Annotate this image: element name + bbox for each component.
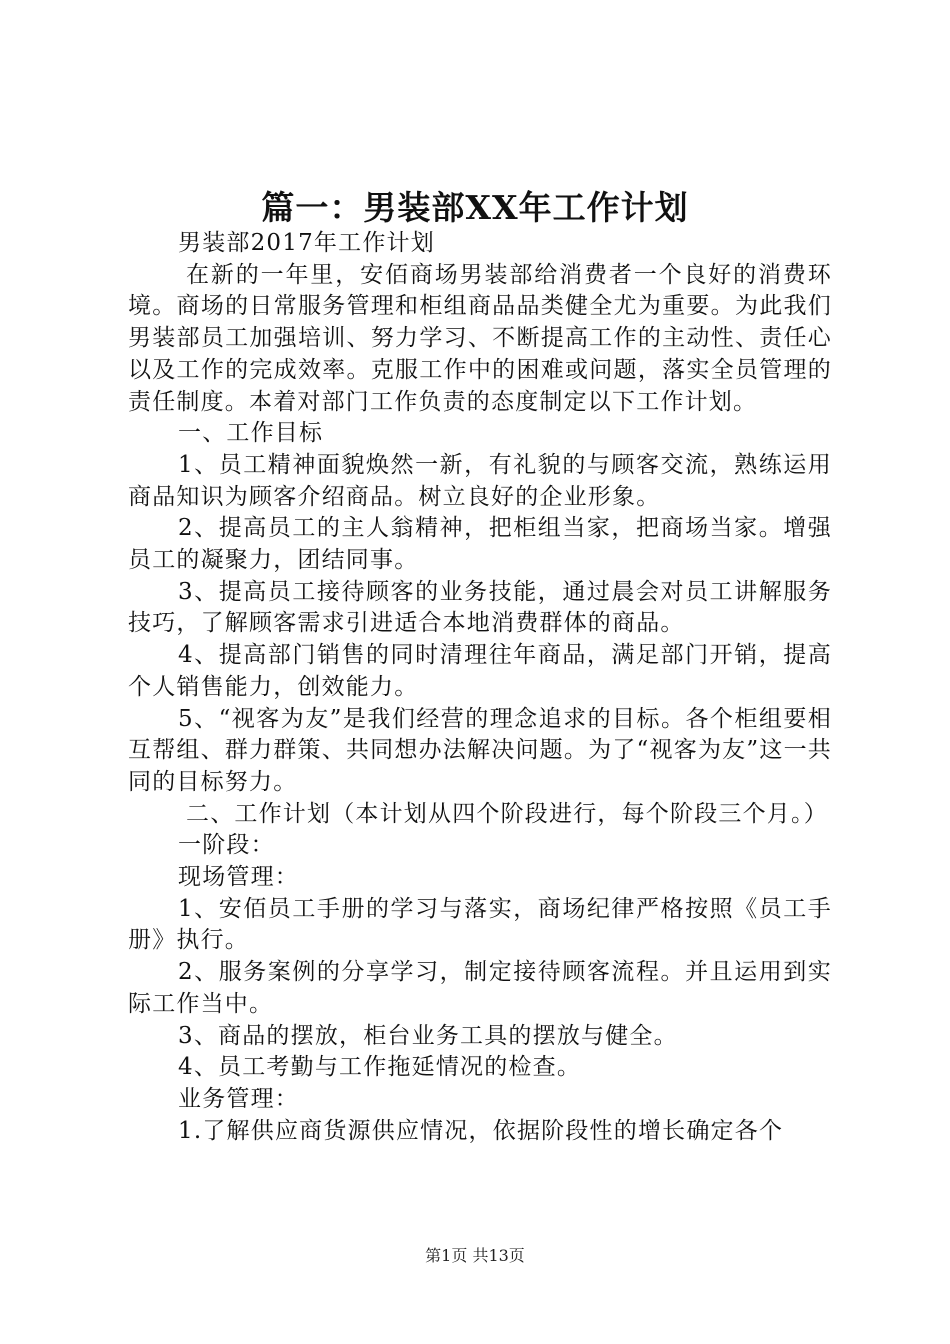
page-footer: 第1页 共13页 (425, 1246, 525, 1265)
paragraph-goal-3: 3、提高员工接待顾客的业务技能，通过晨会对员工讲解服务技巧，了解顾客需求引进适合本地消费群体的商品。 (128, 578, 832, 637)
paragraph-intro: 在新的一年里，安佰商场男装部给消费者一个良好的消费环境。商场的日常服务管理和柜组商品品类健全尤为重要。为此我们男装部员工加强培训、努力学习、不断提高工作的主动性、责任心以及工作的完成效率。克服工作中的困难或问题，落实全员管理的责任制度。本着对部门工作负责的态度制定以下工作计划。 (128, 261, 832, 415)
paragraph-business-item-1: 1.了解供应商货源供应情况，依据阶段性的增长确定各个 (178, 1117, 784, 1144)
paragraph-heading-goals: 一、工作目标 (178, 420, 324, 447)
paragraph-goal-1: 1、员工精神面貌焕然一新，有礼貌的与顾客交流，熟练运用商品知识为顾客介绍商品。树立良好的企业形象。 (128, 451, 832, 510)
document-title: 篇一：男装部XX年工作计划 (261, 188, 689, 227)
paragraph-heading-plan: 二、工作计划（本计划从四个阶段进行，每个阶段三个月。） (186, 800, 828, 827)
paragraph-goal-5: 5、“视客为友”是我们经营的理念追求的目标。各个柜组要相互帮组、群力群策、共同想办法解决问题。为了“视客为友”这一共同的目标努力。 (128, 705, 832, 795)
paragraph-stage-1: 一阶段： (178, 832, 275, 859)
paragraph-goal-4: 4、提高部门销售的同时清理往年商品，满足部门开销，提高个人销售能力，创效能力。 (128, 642, 832, 700)
paragraph-subtitle: 男装部2017年工作计划 (178, 230, 435, 256)
paragraph-site-item-1: 1、安佰员工手册的学习与落实，商场纪律严格按照《员工手册》执行。 (128, 895, 832, 954)
paragraph-site-management: 现场管理： (178, 864, 299, 891)
paragraph-site-item-4: 4、员工考勤与工作拖延情况的检查。 (178, 1054, 582, 1081)
paragraph-site-item-3: 3、商品的摆放，柜台业务工具的摆放与健全。 (178, 1022, 678, 1049)
paragraph-goal-2: 2、提高员工的主人翁精神，把柜组当家，把商场当家。增强员工的凝聚力，团结同事。 (128, 515, 832, 574)
paragraph-site-item-2: 2、服务案例的分享学习，制定接待顾客流程。并且运用到实际工作当中。 (128, 959, 832, 1017)
paragraph-business-management: 业务管理： (178, 1085, 299, 1112)
document-body (128, 228, 832, 1147)
